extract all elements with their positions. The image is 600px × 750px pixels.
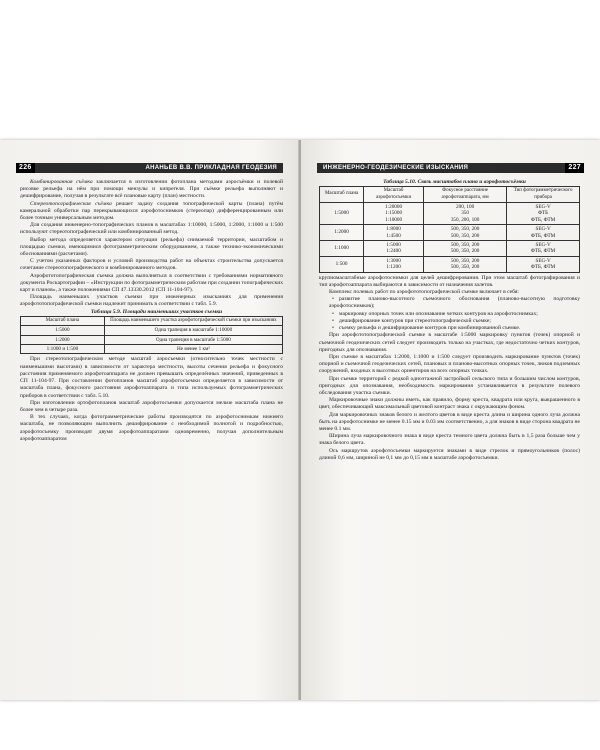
running-head-title: ИНЖЕНЕРНО-ГЕОДЕЗИЧЕСКИЕ ИЗЫСКАНИЯ: [323, 165, 469, 171]
bullet-item: • съемку рельефа и дешифрирование контуров при комбинированной съемке.: [319, 325, 580, 332]
column-header: Площадь наименьшего участка аэрофотографической съемки при изысканиях: [104, 316, 282, 325]
paragraph: При съемке территорий с редкой одноэтажной застройкой сельского типа и большим числом контуров, пригодных для опознавания, необходимость маркирования устанавливается в результате полевого обследования участка съемки.: [319, 375, 580, 396]
table-cell: SEG-V ФТБ, ФТМ: [507, 256, 580, 272]
table-cell: 500, 350, 200 500, 350, 200: [423, 225, 506, 241]
column-header: Масштаб аэрофотосъемки: [364, 187, 424, 203]
paragraph: Комплекс полевых работ по аэрофототопографической съемке включает в себя:: [329, 289, 519, 296]
table-cell: SEG-V ФТБ, ФТМ: [507, 225, 580, 241]
paragraph: С учетом указанных факторов и условий производства работ на объектах строительства допускается сочетание стереотопографического и комбинированного методов.: [20, 258, 283, 272]
table-cell: 500, 350, 200 500, 350, 200: [423, 256, 506, 272]
table-row: [21, 326, 283, 335]
table-cell: SEG-V ФТБ ФТБ, ФТМ: [507, 203, 580, 225]
paragraph: Для создания инженерно-топографических планов в масштабах 1:10000, 1:5000, 1:2000, 1:1000 и 1:500 используют стереотопографический или комбинированный метод.: [20, 222, 283, 236]
paragraph: При съемке в масштабах 1:2000, 1:1000 и 1:500 следует производить маркирование пунктов (точек) опорной и съемочной геодезических сетей, плановых и планово-высотных опорных точек, люков подземных сооружений, входных в высотных ориентиров на всех опорных точках.: [319, 353, 580, 375]
table-caption: Таблица 5.10. Связь масштабов плана и аэрофотосъёмки: [383, 179, 526, 185]
paragraph: При аэрофототопографической съемке в масштабе 1:5000 маркировку пунктов (точек) опорной и съемочной геодезических сетей следует производить только на участках, где недостаточно четких контуров, пригодных для опознавания.: [319, 332, 580, 353]
table-5-10: [319, 186, 580, 272]
bullet-item: • дешифрирование контуров при стереотопографической съемке;: [319, 318, 580, 325]
page-number: 227: [565, 163, 584, 173]
table-cell: Одна трапеция в масштабе 1:5000: [104, 335, 282, 344]
paragraph: Выбор метода определяется характером ситуации (рельефа) снимаемой территории, масштабом и площадью съемки, имеющимися фотограмметрическим оборудованием, а также технико-экономическими обоснованиями (расчетами).: [20, 236, 283, 258]
right-page: [301, 140, 600, 700]
table-cell: 1:1000: [320, 241, 364, 257]
table-row: [320, 203, 580, 225]
table-cell: 1:8000 1:4500: [364, 225, 424, 241]
table-row: [21, 335, 283, 344]
table-cell: 1:1000 и 1:500: [21, 345, 105, 354]
paragraph: Площадь наименьших участков съемки при инженерных изысканиях для применения аэрофототопографической съемки надлежит принимать в соответствии с табл. 5.9.: [20, 294, 283, 308]
column-header: Фокусное расстояние аэрофотоаппарата, мм: [423, 187, 506, 203]
paragraph: Маркировочные знаки должны иметь, как правило, форму креста, квадрата или круга, выкрашенного в цвет, обеспечивающий максимальный цветовой контраст знака с окружающим фоном.: [319, 397, 580, 411]
table-cell: SEG-V ФТБ, ФТМ: [507, 241, 580, 257]
term: Комбинированная съёмка: [30, 179, 93, 185]
right-body: [319, 179, 580, 462]
running-head-left: [16, 163, 283, 173]
table-cell: 1:5000: [21, 326, 105, 335]
paragraph: крупномасштабные аэрофотоснимки для целей дешифрирования. При этом масштаб фотографирования и тип аэрофотоаппарата выбираются в зависимости от назначения залетов.: [319, 274, 580, 288]
bullet-item: • маркировку опорных точек или опознавание четких контуров на аэрофотоснимках;: [319, 311, 580, 318]
table-cell: 1:5000: [320, 203, 364, 225]
column-header: Масштаб плана: [320, 187, 364, 203]
table-cell: 1:2000: [320, 225, 364, 241]
paragraph: Комбинированная съёмка заключается в изготовлении фотоплана методами аэросъёмки и полевой рисовке рельефа на нём при помощи мензулы и кипрегеля. При съёмке рельефа выполняют и дешифрирование, получая в результате всё плановые карту (план) местности.: [20, 179, 283, 200]
column-header: Масштаб плана: [21, 316, 105, 325]
table-row: [320, 241, 580, 257]
table-cell: 1:3000 1:1200: [364, 256, 424, 272]
table-caption: Таблица 5.9. Площади наименьших участков съемки: [90, 308, 223, 315]
table-cell: 1:20000 1:15000 1:10000: [364, 203, 424, 225]
term: Стереотопографическая съёмка: [30, 200, 112, 207]
paragraph: При стереотопографическом методе масштаб аэросъемки (относительно точек местности с наименьшими высотами) в зависимости от характера местности, высоты сечения рельефа и фокусного расстояния применяемого аэрофотоаппарата не должен превышать определённых значений, приведенных в СП 11-104-97. При составлении фотопланов масштаб аэрофотосъемки определяется в зависимости от масштаба плана, фокусного расстояния аэрофотоаппарата и типа используемых фотограмметрических приборов в соответствии с табл. 5.10.: [20, 356, 283, 399]
running-head-title: АНАНЬЕВ В.В. ПРИКЛАДНАЯ ГЕОДЕЗИЯ: [145, 165, 277, 171]
table-cell: 200, 100 350 350, 200, 100: [423, 203, 506, 225]
table-row: [21, 345, 283, 354]
table-cell: Не менее 1 км²: [104, 345, 282, 354]
table-cell: 1:500: [320, 256, 364, 272]
page-number: 226: [16, 163, 35, 173]
column-header: Тип фотограмметрического прибора: [507, 187, 580, 203]
paragraph: Ось маршрутов аэрофотосъемки маркируется знаками в виде стрелок и прямоугольников (полос) длиной 0,6 мм, шириной не 0,1 мм до 0,15 мм в масштабе аэрофотосъемки.: [319, 447, 580, 461]
table-5-9: [20, 316, 283, 355]
table-cell: 1:2000: [21, 335, 105, 344]
book-spread: [0, 140, 600, 700]
paragraph: Для маркировочных знаков белого и желтого цветов в виде креста длина и ширина одного луча должна быть на аэрофотоснимке не менее 0.15 мм и 0.03 мм соответственно, а для знаков в виде сторона квадрата не менее 0.1 мм.: [319, 411, 580, 432]
table-row: [320, 225, 580, 241]
bullet-item: • развитие планово-высотного съемочного обоснования (планово-высотную подготовку аэрофотоснимков);: [319, 296, 580, 310]
table-cell: Одна трапеция в масштабе 1:10000: [104, 326, 282, 335]
paragraph: Аэрофототопографическая съемка должна выполняться в соответствии с требованиями нормативного документа Роскартографии – «Инструкции по фотограмметрическим работам при создании топографических карт и планов», а также положениями СП 47.13330.2012 (СП 11-104-97).: [20, 272, 283, 294]
table-cell: 1:5000 1:2400: [364, 241, 424, 257]
left-body: [20, 179, 283, 443]
table-cell: 500, 350, 200 500, 350, 200: [423, 241, 506, 257]
paragraph: Стереотопографическая съёмка решает задачу создания топографической карты (плана) путём камеральной обработки пар перекрывающихся аэрофотоснимков (стереопар) дифференцированным или более точным универсальным методом.: [20, 200, 283, 222]
paragraph: В тех случаях, когда фотограмметрические работы производятся по аэрофотоснимкам нижнего масштаба, не позволяющим выполнить дешифрирование с необходимой полнотой и подробностью, аэрофотосъемку производят двумя аэрофотоаппаратами одновременно, получая дополнительным аэрофотоаппаратом: [20, 414, 283, 442]
left-page: [0, 140, 299, 700]
table-row: [320, 256, 580, 272]
paragraph: Ширина луча маркировочного знака в виде креста темного цвета должна быть в 1,5 раза больше чем у знака белого цвета.: [319, 433, 580, 447]
running-head-right: [317, 163, 584, 173]
paragraph: При изготовлении ортофотопланов масштаб аэрофотосъемки допускается мельче масштаба плана не более чем в четыре раза.: [20, 399, 283, 413]
